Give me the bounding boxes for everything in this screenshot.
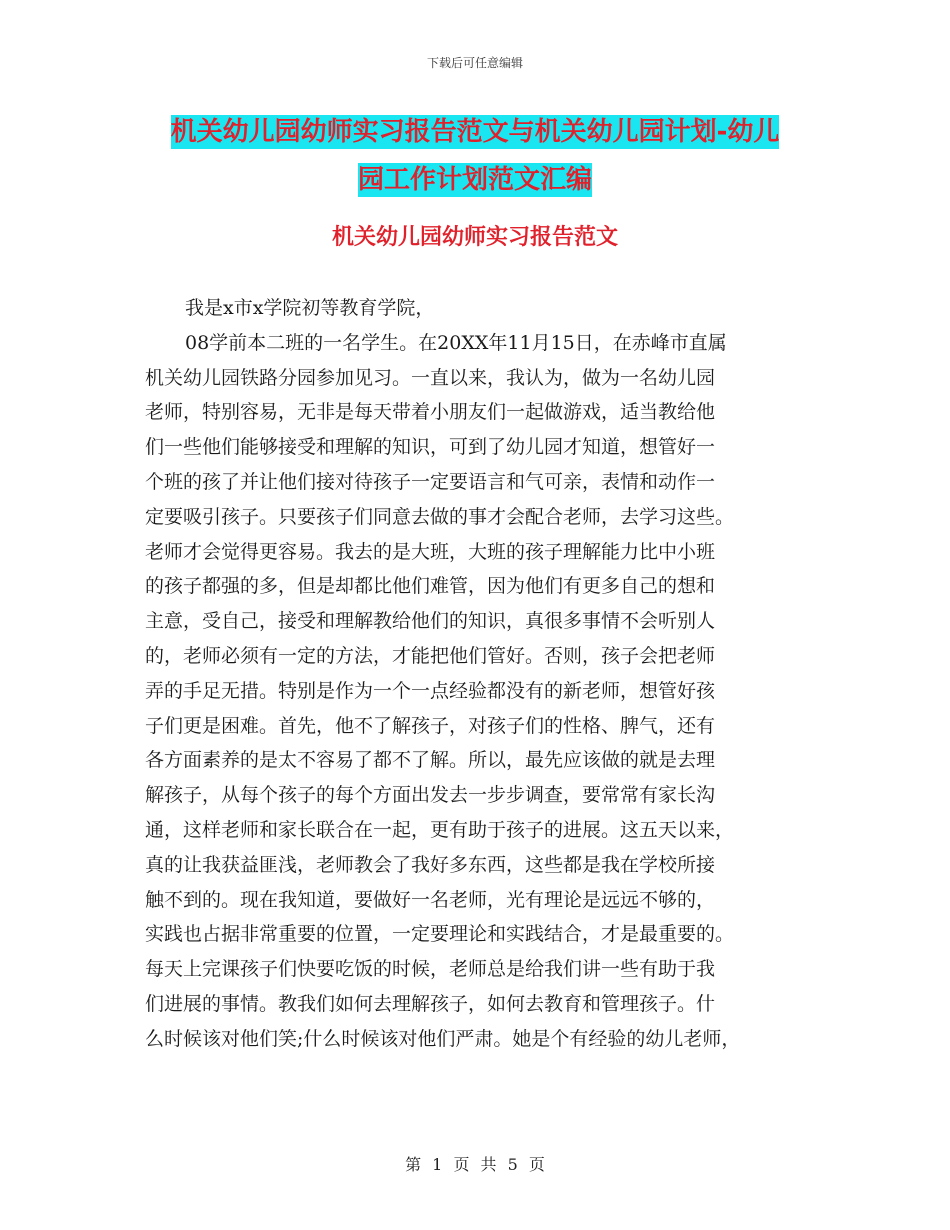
body-line: 的，老师必须有一定的方法，才能把他们管好。否则，孩子会把老师: [145, 644, 716, 667]
title-highlight: 机关幼儿园幼师实习报告范文与机关幼儿园计划-幼儿: [170, 117, 780, 147]
body-line: 主意，受自己，接受和理解教给他们的知识，真很多事情不会听别人: [145, 610, 716, 633]
body-line: 真的让我获益匪浅，老师教会了我好多东西，这些都是我在学校所接: [145, 853, 716, 876]
page-header-note: 下载后可任意编辑: [426, 56, 523, 70]
document-title-line-2: [0, 156, 950, 204]
body-line: 子们更是困难。首先，他不了解孩子，对孩子们的性格、脾气，还有: [145, 714, 716, 737]
body-line: 每天上完课孩子们快要吃饭的时候，老师总是给我们讲一些有助于我: [145, 958, 716, 981]
body-line: 们一些他们能够接受和理解的知识，可到了幼儿园才知道，想管好一: [145, 436, 716, 459]
body-line: 定要吸引孩子。只要孩子们同意去做的事才会配合老师，去学习这些。: [145, 505, 735, 528]
title-highlight: 园工作计划范文汇编: [357, 165, 592, 195]
body-line: 触不到的。现在我知道，要做好一名老师，光有理论是远远不够的，: [145, 888, 716, 911]
body-line: 通，这样老师和家长联合在一起，更有助于孩子的进展。这五天以来，: [145, 818, 735, 841]
body-line: 解孩子，从每个孩子的每个方面出发去一步步调查，要常常有家长沟: [145, 784, 716, 807]
body-text: [145, 291, 815, 1057]
body-line: 我是x市x学院初等教育学院，: [185, 297, 435, 319]
body-line: 08学前本二班的一名学生。在20XX年11月15日，在赤峰市直属: [185, 331, 727, 354]
body-line: 个班的孩了并让他们接对待孩子一定要语言和气可亲，表情和动作一: [145, 470, 716, 493]
body-line: 们进展的事情。教我们如何去理解孩子，如何去教育和管理孩子。什: [145, 992, 716, 1015]
body-line: 弄的手足无措。特别是作为一个一点经验都没有的新老师，想管好孩: [145, 679, 716, 702]
document-title-line-1: [0, 108, 950, 156]
body-line: 的孩子都强的多，但是却都比他们难管，因为他们有更多自己的想和: [145, 575, 716, 598]
body-line: 么时候该对他们笑;什么时候该对他们严肃。她是个有经验的幼儿老师，: [145, 1027, 741, 1050]
body-line: 机关幼儿园铁路分园参加见习。一直以来，我认为，做为一名幼儿园: [145, 366, 716, 389]
body-line: 各方面素养的是太不容易了都不了解。所以，最先应该做的就是去理: [145, 749, 716, 772]
document-title: [0, 108, 950, 204]
section-title: 机关幼儿园幼师实习报告范文: [331, 225, 618, 250]
body-line: 老师，特别容易，无非是每天带着小朋友们一起做游戏，适当教给他: [145, 401, 716, 424]
body-line: 实践也占据非常重要的位置，一定要理论和实践结合，才是最重要的。: [145, 923, 735, 946]
page-number-footer: 第 1 页 共 5 页: [405, 1155, 545, 1174]
body-line: 老师才会觉得更容易。我去的是大班，大班的孩子理解能力比中小班: [145, 540, 716, 563]
